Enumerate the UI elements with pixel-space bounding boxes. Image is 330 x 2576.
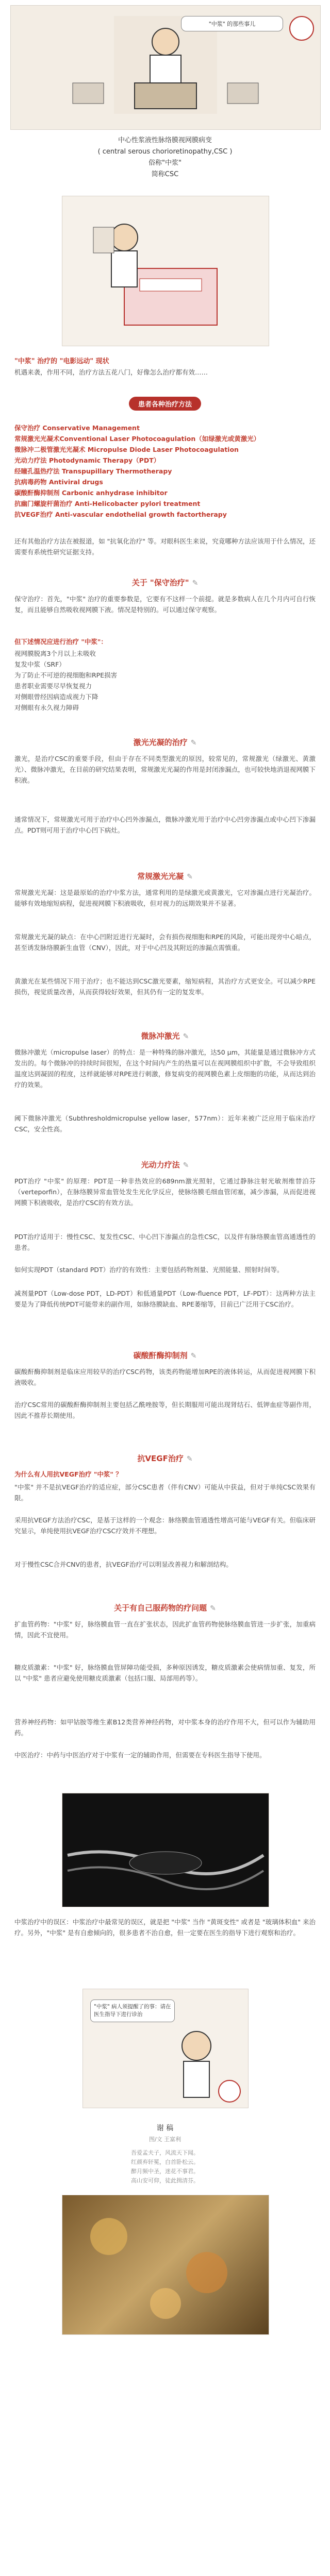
sec4-p2: 阈下微脉冲激光（Subthresholdmicropulse yellow laser，577nm）：近年来被广泛应用于临床治疗CSC，安全性高。 bbox=[14, 1114, 316, 1133]
sec6-p1: 碳酸酐酶抑制剂是临床应用较早的治疗CSC药物，该类药物能增加RPE的液体转运，从而促进视网膜下积液吸收。 bbox=[14, 1368, 316, 1386]
banner-subtitle: 俗称"中浆" bbox=[148, 159, 182, 167]
section-title-text: 微脉冲激光 bbox=[141, 1031, 180, 1041]
method-item: 经瞳孔温热疗法 Transpupillary Thermotherapy bbox=[14, 467, 172, 475]
hospital-logo bbox=[218, 2080, 241, 2103]
section-title-micropulse bbox=[0, 1030, 330, 1041]
sec3-p1: 常规激光光凝：这是最原始的治疗中浆方法，通常利用的是绿激光或黄激光，它对渗漏点进行光凝治疗。能够有效地缩短病程，促进视网膜下积液吸收，但对视力的远期效果并不显著。 bbox=[14, 889, 316, 907]
sec8-p4: 中医治疗：中药与中医治疗对于中浆有一定的辅助作用，但需要在专科医生指导下使用。 bbox=[14, 1751, 266, 1759]
sec7-p4: 对于慢性CSC合并CNV的患者，抗VEGF治疗可以明显改善视力和解剖结构。 bbox=[14, 1561, 233, 1568]
section-title-selfmed bbox=[0, 1602, 330, 1613]
banner-title-en: ( central serous chorioretinopathy,CSC ) bbox=[97, 148, 233, 156]
banner-title: 中心性浆液性脉络膜视网膜病变 bbox=[118, 137, 212, 144]
author: 图/文 王富利 bbox=[148, 2136, 182, 2143]
doctor-books-illustration bbox=[62, 196, 269, 346]
method-item: 光动力疗法 Photodynamic Therapy（PDT） bbox=[14, 456, 160, 464]
sec7-p3: 采用抗VEGF方法治疗CSC，是基于这样的一个观念：脉络膜血管通透性增高可能与VEGF有关。但临床研究显示，单纯使用抗VEGF治疗CSC疗效并不理想。 bbox=[14, 1516, 316, 1535]
intro-title: "中浆" 治疗的 "电影远动" 现状 bbox=[14, 358, 109, 365]
sec8-p2: 糖皮质激素："中浆" 好，脉络膜血管屏障功能受损，多种原因诱发，糖皮质激素会使病情加重、复发，所以 "中浆" 患者应避免使用糖皮质激素（包括口服、局部用药等）。 bbox=[14, 1664, 316, 1682]
poem-line: 红颜弃轩冕，白首卧松云。 bbox=[131, 2159, 199, 2165]
sec1-p1: 保守治疗：首先，"中浆" 治疗的重要参数是，它要有不这样一个前提。就是多数病人在几个月内可自行恢复，而且能够自然吸收视网膜下液。情况是特别的。可以通过保守观察。 bbox=[14, 595, 316, 614]
method-item: 抗幽门螺旋杆菌治疗 Anti-Helicobacter pylori treatment bbox=[14, 500, 201, 507]
sec7-p1: 为什么有人用抗VEGF治疗 "中浆" ？ bbox=[14, 1470, 122, 1478]
deco-icon: ✎ bbox=[190, 739, 197, 747]
deco-icon: ✎ bbox=[210, 1604, 216, 1613]
list-item: 为了防止不可逆的视细胞和RPE损害 bbox=[14, 671, 118, 679]
section-title-text: 光动力疗法 bbox=[141, 1160, 180, 1170]
sec3-p2: 常规激光光凝的缺点：在中心凹附近进行光凝时，会有损伤视细胞和RPE的风险，可能出现旁中心暗点，甚至诱发脉络膜新生血管（CNV），因此，对于中心凹及其附近的渗漏点需慎重。 bbox=[14, 933, 316, 952]
section-title-text: 常规激光光凝 bbox=[137, 872, 184, 881]
poem-line: 醉月频中圣，迷花不事君。 bbox=[131, 2168, 199, 2175]
methods-list bbox=[14, 422, 316, 520]
method-item: 抗VEGF治疗 Anti-vascular endothelial growth factortherapy bbox=[14, 511, 227, 518]
list-item: 复发中浆（SRF） bbox=[14, 660, 65, 668]
sec8-p3: 营养神经药物：如甲钴胺等维生素B12类营养神经药物，对中浆本身的治疗作用不大，但可以作为辅助用药。 bbox=[14, 1718, 316, 1737]
poem-line: 吾爱孟夫子，风流天下闻。 bbox=[131, 2149, 199, 2156]
deco-icon: ✎ bbox=[187, 873, 193, 881]
sec5-p4: 减剂量PDT（Low-dose PDT，LD-PDT）和低通量PDT（Low-fluence PDT，LF-PDT）：这两种方法主要是为了降低传统PDT可能带来的副作用，如脉络膜缺血、RPE萎缩等，目前已广泛用于CSC治疗。 bbox=[14, 1290, 316, 1308]
deco-icon: ✎ bbox=[186, 1455, 193, 1463]
sec1-list bbox=[14, 648, 316, 713]
list-item: 对侧眼有永久视力障碍 bbox=[14, 704, 79, 711]
section-title-laser bbox=[0, 737, 330, 748]
sec5-p1: PDT治疗 "中浆" 的原理：PDT是一种非热效应的689nm激光照射，它通过静脉注射光敏剂维替泊芬（verteporfin），在脉络膜异常血管处发生光化学反应，使脉络膜毛细血管闭塞，减少渗漏，从而促进视网膜下积液吸收，是治疗CSC的有效方法。 bbox=[14, 1177, 316, 1207]
deco-icon: ✎ bbox=[183, 1032, 189, 1041]
poem-line: 高山安可仰，徒此揖清芬。 bbox=[131, 2177, 199, 2184]
section-title-text: 激光光凝的治疗 bbox=[133, 738, 188, 747]
section-title-text: 碳酸酐酶抑制剂 bbox=[133, 1351, 188, 1360]
sec9-p1: 中浆治疗中的误区：中浆治疗中最常见的误区，就是把 "中浆" 当作 "黄斑变性" 或者是 "玻璃体积血" 来治疗。另外，"中浆" 是有自愈倾向的，很多患者不治自愈，但一定要在医生的指导下进行观察和治疗。 bbox=[14, 1918, 316, 1937]
header-illustration bbox=[10, 5, 321, 130]
section-title-text: 关于 "保守治疗" bbox=[131, 578, 189, 587]
section-title-text: 关于有自己服药物的疗问题 bbox=[114, 1603, 207, 1613]
thanks: 谢 稿 bbox=[156, 2124, 174, 2132]
list-item: 视网膜脱离3个月以上未吸收 bbox=[14, 650, 96, 657]
section-title-conventional-laser bbox=[0, 871, 330, 882]
sec7-p2: "中浆" 并不是抗VEGF治疗的适应症，部分CSC患者（伴有CNV）可能从中获益，但对于单纯CSC效果有限。 bbox=[14, 1483, 316, 1502]
banner-text bbox=[0, 135, 330, 180]
sec2-p1: 激光，是治疗CSC的重要手段，但由于存在不同类型激光的原因，较常见的，常规激光（绿激光、黄激光）、微脉冲激光，在目前的研究结果表明，常规激光光凝的作用是封闭渗漏点，也可较快地消退视网膜下积液。 bbox=[14, 755, 316, 784]
autumn-leaves-photo bbox=[62, 2195, 269, 2335]
method-item: 碳酸酐酶抑制剂 Carbonic anhydrase inhibitor bbox=[14, 489, 168, 497]
retina-scan-icon bbox=[62, 1793, 269, 1907]
sec2-p2: 通常情况下，常规激光可用于治疗中心凹外渗漏点，微脉冲激光用于治疗中心凹旁渗漏点或中心凹下渗漏点。PDT则可用于治疗中心凹下病灶。 bbox=[14, 816, 316, 834]
intro-paragraph: 机遇来袭，作用不同，治疗方法五花八门，好像怎么治疗都有效…… bbox=[14, 368, 208, 376]
sec4-p1: 微脉冲激光（micropulse laser）的特点：是一种特殊的脉冲激光，达50 μm，其能量是通过微脉冲方式发出的。每个微脉冲的持续时间很短，在这个时间内产生的热量可以在视网膜组织中扩散，不会导致组织温度达到凝固的程度，这样就能够对RPE进行刺激，修复病变的视网膜色素上皮细胞的功能，从而达到治疗的效果。 bbox=[14, 1048, 316, 1089]
sec8-p1: 扩血管药物："中浆" 好，脉络膜血管一直在扩张状态，因此扩血管药物使脉络膜血管进一步扩张，加重病情，因此不宜使用。 bbox=[14, 1620, 316, 1639]
doctor-books-icon bbox=[62, 196, 269, 346]
hospital-logo bbox=[289, 16, 314, 41]
list-item: 患者职业需要尽早恢复视力 bbox=[14, 682, 92, 690]
sec5-p3: 如何实现PDT（standard PDT）治疗的有效性：主要包括药物剂量、光照能量、照射时间等。 bbox=[14, 1266, 284, 1274]
cartoon-illustration bbox=[82, 1989, 249, 2108]
method-item: 抗病毒药物 Antiviral drugs bbox=[14, 478, 103, 486]
section-title-antivegf bbox=[0, 1453, 330, 1464]
section-title-cai bbox=[0, 1350, 330, 1361]
method-item: 常规激光光凝术Conventional Laser Photocoagulation（如绿激光或黄激光） bbox=[14, 435, 260, 443]
leaves-icon bbox=[62, 2195, 269, 2334]
method-item: 微脉冲二极管激光光凝术 Micropulse Diode Laser Photocoagulation bbox=[14, 446, 239, 453]
section-title-text: 抗VEGF治疗 bbox=[137, 1454, 184, 1463]
banner-short: 简称CSC bbox=[151, 171, 179, 178]
cartoon-bubble: "中浆" 病人须提醒了的事：请在医生指导下进行诊治 bbox=[90, 1999, 175, 2022]
list-item: 对侧眼曾经因病造成视力下降 bbox=[14, 693, 98, 701]
speech-bubble: "中浆" 的那些事儿 bbox=[181, 16, 283, 31]
poem bbox=[0, 2148, 330, 2185]
method-item: 保守治疗 Conservative Management bbox=[14, 424, 140, 432]
deco-icon: ✎ bbox=[183, 1161, 189, 1170]
oct-scan-image bbox=[62, 1793, 269, 1907]
sec1-p2: 但下述情况应进行治疗 "中浆"： bbox=[14, 638, 107, 646]
section-title-conservative bbox=[0, 577, 330, 588]
deco-icon: ✎ bbox=[192, 579, 199, 587]
sec3-p3: 黄激光在某些情况下用于治疗；也不能达到CSC激光要素，缩短病程，其治疗方式更安全。可以减少RPE损伤，视觉质量改善，从而获得较好效果，但其仍有一定的复发率。 bbox=[14, 977, 316, 996]
deco-icon: ✎ bbox=[190, 1352, 197, 1360]
sec6-p2: 治疗CSC常用的碳酸酐酶抑制剂主要包括乙酰唑胺等，但长期服用可能出现肾结石、低钾血症等副作用，因此不推荐长期使用。 bbox=[14, 1401, 316, 1419]
methods-note: 还有其他治疗方法在被报道，如 "抗氧化治疗" 等。对眼科医生来说，究竟哪种方法应该用于什么情况，还需要有系统性研究证据支持。 bbox=[14, 537, 316, 556]
section-pill-methods: 患者各种治疗方法 bbox=[129, 397, 201, 411]
section-title-pdt bbox=[0, 1159, 330, 1170]
sec5-p2: PDT治疗适用于：慢性CSC、复发性CSC、中心凹下渗漏点的急性CSC，以及伴有脉络膜血管高通透性的患者。 bbox=[14, 1233, 316, 1251]
